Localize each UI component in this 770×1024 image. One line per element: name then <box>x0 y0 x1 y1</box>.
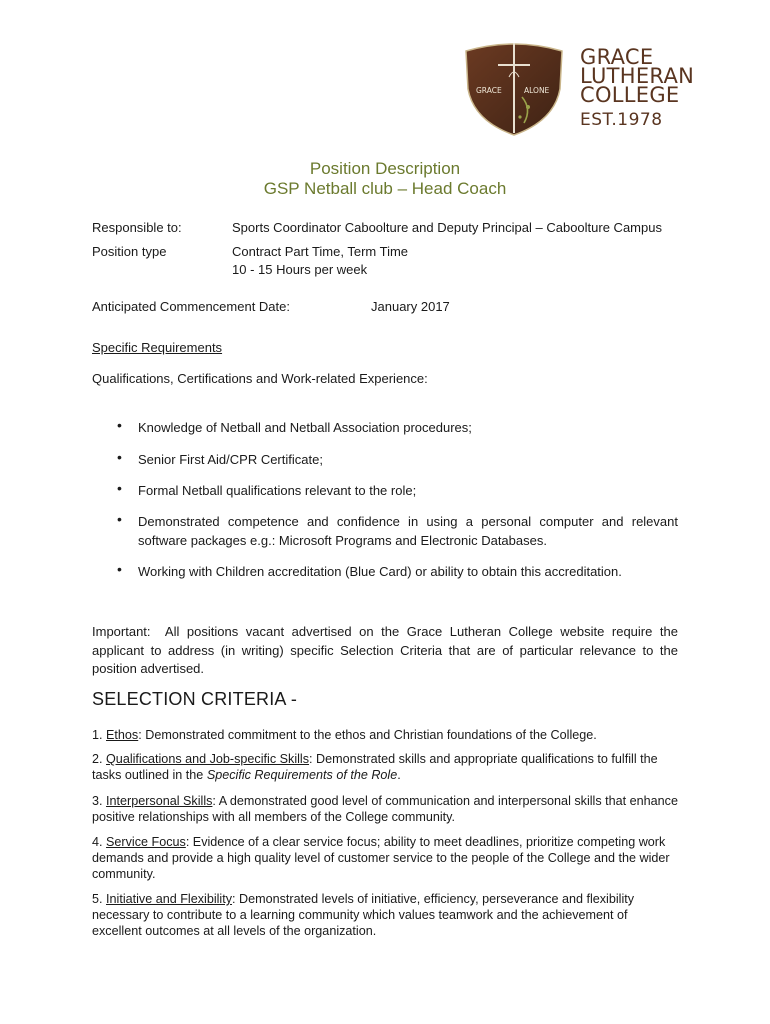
college-crest <box>462 37 566 137</box>
criterion-text: : Demonstrated levels of initiative, efficiency, perseverance and flexibility necessary to contribute to a learning community which values teamwork and the achievement of excellent outcomes at all levels of the organization. <box>92 892 635 938</box>
criterion-label: Initiative and Flexibility <box>106 892 233 906</box>
criterion-4 <box>92 834 678 882</box>
important-note <box>92 623 678 679</box>
college-wordmark <box>580 45 695 131</box>
selection-criteria-heading: SELECTION CRITERIA - <box>92 689 298 709</box>
criterion-num: 4. <box>92 835 107 849</box>
criterion-label: Service Focus <box>106 835 186 849</box>
requirement-item: Formal Netball qualifications relevant to the role; <box>138 483 417 498</box>
requirement-item: Working with Children accreditation (Blue Card) or ability to obtain this accreditation. <box>138 564 622 579</box>
criterion-label: Qualifications and Job-specific Skills <box>106 752 310 766</box>
college-est: EST.1978 <box>580 110 663 130</box>
responsible-value: Sports Coordinator Caboolture and Deputy Principal – Caboolture Campus <box>232 220 662 235</box>
bullet-icon: • <box>117 480 122 496</box>
requirement-item: Senior First Aid/CPR Certificate; <box>138 452 323 467</box>
criterion-num: 2. <box>92 752 107 766</box>
hours-value: 10 - 15 Hours per week <box>232 262 368 277</box>
criterion-num: 1. <box>92 728 107 742</box>
criterion-text: : Demonstrated commitment to the ethos and Christian foundations of the College. <box>138 728 597 742</box>
important-text: All positions vacant advertised on the Grace Lutheran College website require the applicant to address (in writing) specific Selection Criteria that are of particular relevance to the position advertised. <box>92 624 678 676</box>
college-name-line3: COLLEGE <box>580 83 680 107</box>
requirement-item: Demonstrated competence and confidence in using a personal computer and relevant software packages e.g.: Microsoft Programs and Electronic Databases. <box>138 514 678 548</box>
criterion-1 <box>92 727 678 743</box>
bullet-icon: • <box>117 449 122 465</box>
qualifications-heading: Qualifications, Certifications and Work-related Experience: <box>92 371 428 386</box>
criterion-text: : Demonstrated skills and appropriate qualifications to fulfill the tasks outlined in the <box>92 752 658 782</box>
doc-title: Position Description <box>309 159 461 178</box>
requirement-item: Knowledge of Netball and Netball Association procedures; <box>138 420 472 435</box>
crest-text-right: ALONE <box>524 86 550 95</box>
crest-text-left: GRACE <box>476 86 502 95</box>
criterion-5 <box>92 891 678 939</box>
responsible-label: Responsible to: <box>92 220 182 235</box>
criterion-tail: . <box>397 768 401 782</box>
doc-subtitle: GSP Netball club – Head Coach <box>263 179 507 198</box>
criterion-2 <box>92 751 678 783</box>
criterion-label: Ethos <box>106 728 139 742</box>
criterion-num: 5. <box>92 892 107 906</box>
requirements-heading: Specific Requirements <box>92 340 223 355</box>
bullet-icon: • <box>117 417 122 433</box>
criterion-text: : A demonstrated good level of communication and interpersonal skills that enhance positive relationships with all members of the College community. <box>92 794 678 824</box>
criterion-3 <box>92 793 678 825</box>
college-name-line1: GRACE <box>580 45 654 69</box>
criterion-italic: Specific Requirements of the Role <box>206 768 398 782</box>
criterion-label: Interpersonal Skills <box>106 794 213 808</box>
important-label: Important: <box>92 624 151 639</box>
position-type-label: Position type <box>92 244 167 259</box>
commencement-value: January 2017 <box>371 299 450 314</box>
position-type-value: Contract Part Time, Term Time <box>232 244 409 259</box>
criterion-num: 3. <box>92 794 107 808</box>
criterion-text: : Evidence of a clear service focus; ability to meet deadlines, prioritize competing work demands and provide a high quality level of customer service to the people of the College and the wider community. <box>92 835 670 881</box>
bullet-icon: • <box>117 511 122 527</box>
college-name-line2: LUTHERAN <box>580 64 695 88</box>
bullet-icon: • <box>117 561 122 577</box>
commencement-label: Anticipated Commencement Date: <box>92 299 290 314</box>
